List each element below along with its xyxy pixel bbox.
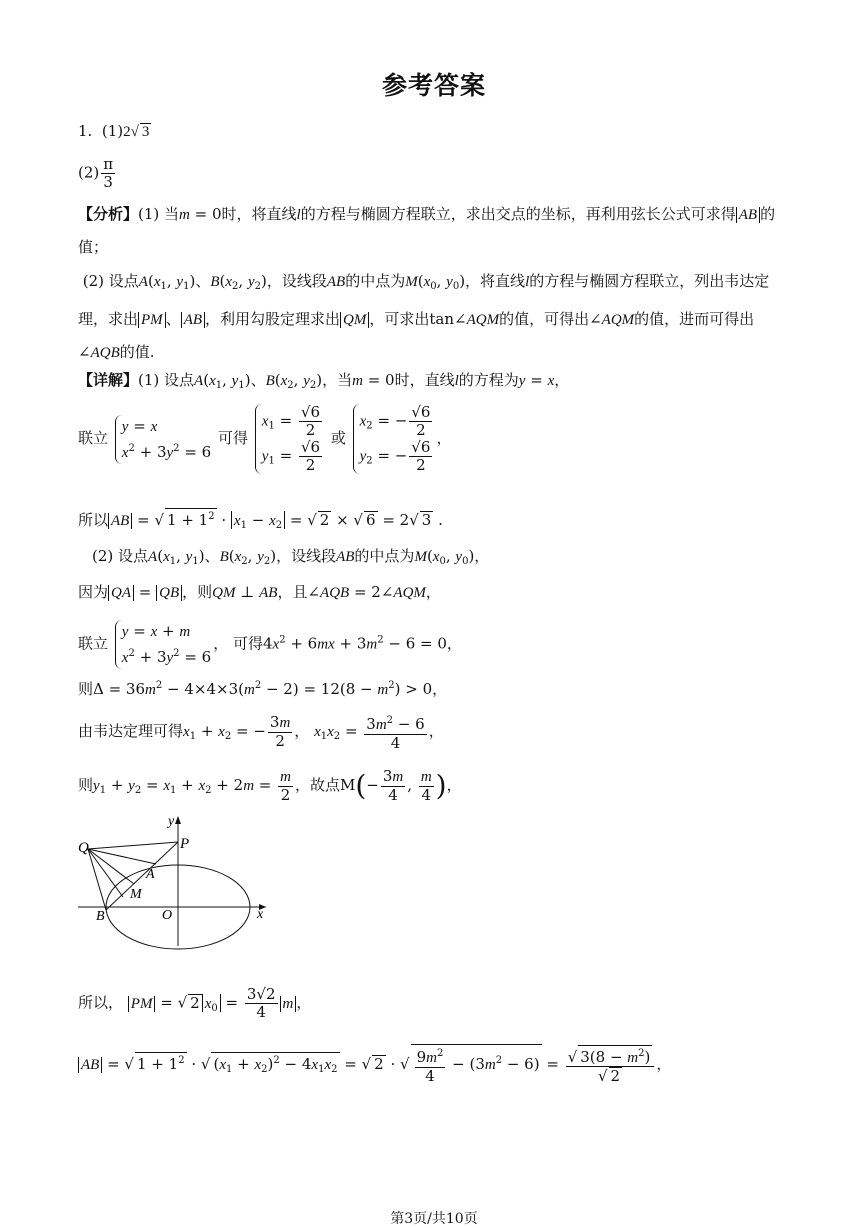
label-Q: Q (78, 840, 89, 856)
page-footer: 第3页/共10页 (390, 1211, 478, 1227)
detail-discriminant: 则$\Delta = 36m^2 - 4\times 4\times 3(m^2 - 2) = 12(8 - m^2) > 0$， (78, 680, 448, 698)
detail-line3: 因为 QA = QB ，则QM ⊥ AB，且∠AQB = 2∠AQM， (78, 583, 441, 601)
detail-ab-general: AB = √ $1 + 1^2$ · √ $(x_1 + x_2)^2 - 4x_1x_2$ = √ 2 · √ $\frac{9m^2}{4}$ − $(3m^2 - 6)$ = $\frac{√ 3(8 - m^2)}{√ 2}$ ， (78, 1044, 671, 1085)
detail-system1: 联立 y = x $x^2 + 3y^2 = 6$ 可得 $x_1$ = $\frac{√6}{2}$ $y_1$ = $\frac{√6}{2}$ 或 $x_2$ = − $\frac{√6}{2}$ $y_2$ = − $\frac{√6}{2}$ ， (78, 403, 452, 474)
label-M: M (130, 887, 142, 902)
line-QP (88, 842, 178, 849)
page-title: 参考答案 (381, 71, 486, 100)
q1-part1: 1. (1)2√ 3 (78, 122, 150, 140)
detail-vieta: 由韦达定理可得$x_1 + x_2$ = − $\frac{3m}{2}$ ， $x_1x_2$ = $\frac{3m^2 - 6}{4}$ ， (78, 713, 444, 752)
analysis-part1: 【分析】(1) 当m = 0时，将直线l的方程与椭圆方程联立，求出交点的坐标，再利用弦长公式可求得 AB 的值； (78, 205, 776, 256)
label-x: x (257, 907, 264, 922)
line-QB (88, 849, 106, 910)
label-O: O (162, 908, 173, 923)
detail-line1: 【详解】(1) 设点$A(x_1$, $y_1$)、$B(x_2$, $y_2$)，当m = 0时，直线l的方程为y = x， (78, 371, 570, 391)
q1-part2: (2) $\frac{\pi}{3}$ (78, 155, 114, 191)
line-BP (106, 842, 178, 910)
analysis-part2: (2) 设点$A(x_1$, $y_1$)、$B(x_2$, $y_2$)，设线段AB的中点为$M(x_0$, $y_0$)，将直线l的方程与椭圆方程联立，列出韦达定理，求出 PM 、 AB ，利用勾股定理求出 QM ，可求出tan∠AQM的值，可得出∠AQM的值，进而可得出∠AQB的值. (78, 272, 770, 361)
detail-midpoint: 则$y_1 + y_2 = x_1 + x_2 + 2m$ = $\frac{m}{2}$ ，故点M(− $\frac{3m}{4}$ , $\frac{m}{4}$ )， (78, 767, 462, 804)
detail-line2: (2) 设点$A(x_1$, $y_1$)、$B(x_2$, $y_2$)，设线段AB的中点为$M(x_0$, $y_0$)， (92, 547, 490, 567)
detail-pm-length: 所以， PM = √ 2 $x_0$ = $\frac{3√2}{4}$ m ， (78, 985, 312, 1021)
label-P: P (180, 836, 190, 852)
line-Q-extra (88, 849, 123, 897)
y-axis-arrow (175, 816, 181, 824)
label-y: y (168, 814, 175, 829)
ellipse-diagram (78, 812, 278, 952)
detail-ab-length: 所以 AB = √ $1 + 1^2 \cdot x_1 - x_2$ = √ 2 × √ 6 = 2√ 3 . (78, 508, 443, 536)
detail-system2: 联立 y = x + m $x^2 + 3y^2 = 6$， 可得$4x^2 + 6mx + 3m^2 - 6 = 0$， (78, 620, 462, 669)
label-B: B (96, 909, 105, 924)
label-A: A (146, 867, 155, 882)
